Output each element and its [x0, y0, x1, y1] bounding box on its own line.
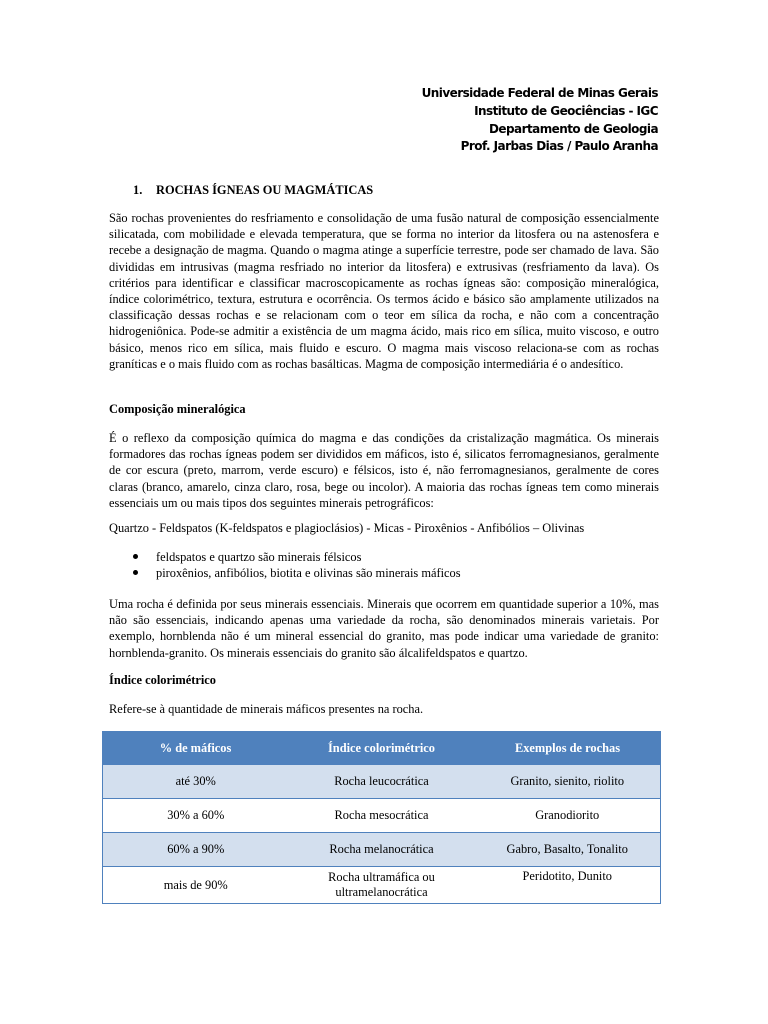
table-cell: Rocha ultramáfica ou ultramelanocrática: [289, 867, 475, 904]
mineral-bullet-list: [133, 549, 461, 581]
institution-header: [258, 85, 658, 156]
table-cell: Rocha leucocrática: [289, 765, 475, 799]
table-row: [103, 799, 661, 833]
minerals-list-line: Quartzo - Feldspatos (K-feldspatos e plagioclásios) - Micas - Piroxênios - Anfibólios – Olivinas: [109, 521, 585, 535]
section-number: 1.: [133, 183, 143, 197]
table-row: [103, 833, 661, 867]
department-name: Departamento de Geologia: [489, 121, 658, 136]
column-header: % de máficos: [103, 732, 289, 765]
institute-name: Instituto de Geociências - IGC: [474, 103, 658, 118]
table-cell: mais de 90%: [103, 867, 289, 904]
essential-minerals-paragraph: Uma rocha é definida por seus minerais essenciais. Minerais que ocorrem em quantidade superior a 10%, mas não são essenciais, indicando apenas uma variedade da rocha, são denominados minerais varietais. Por exemplo, hornblenda não é um mineral essencial do granito, mas pode indicar uma variedade de granito: hornblenda-granito. Os minerais essenciais do granito são álcalifeldspatos e quartzo.: [109, 597, 659, 660]
table-cell: até 30%: [103, 765, 289, 799]
table-cell: Granito, sienito, riolito: [475, 765, 661, 799]
table-cell: Rocha melanocrática: [289, 833, 475, 867]
table-cell: 30% a 60%: [103, 799, 289, 833]
table-cell: 60% a 90%: [103, 833, 289, 867]
column-header: Exemplos de rochas: [475, 732, 661, 765]
table-cell: Gabro, Basalto, Tonalito: [475, 833, 661, 867]
table-cell: Granodiorito: [475, 799, 661, 833]
color-index-table: [102, 731, 661, 904]
color-index-heading: Índice colorimétrico: [109, 673, 217, 687]
section-heading: [133, 182, 373, 198]
intro-paragraph: São rochas provenientes do resfriamento e consolidação de uma fusão natural de composição essencialmente silicatada, com mobilidade e elevada temperatura, que se forma no interior da litosfera ou na astenosfera e recebe a designação de magma. Quando o magma atinge a superfície terrestre, pode ser chamado de lava. São divididas em intrusivas (magma resfriado no interior da litosfera) e extrusivas (resfriamento da lava). Os critérios para identificar e classificar macroscopicamente as rochas ígneas são: composição mineralógica, índice colorimétrico, textura, estrutura e ocorrência. Os termos ácido e básico são amplamente utilizados na classificação dessas rochas e se relacionam com o teor em sílica da rocha, e não com a concentração hidrogeniônica. Pode-se admitir a existência de um magma ácido, mais rico em sílica, muito viscoso, e outro básico, menos rico em sílica, mais fluido e escuro. O magma mais viscoso relaciona-se com as rochas graníticas e o mais fluido com as rochas basálticas. Magma de composição intermediária é o andesítico.: [109, 211, 659, 371]
list-item: piroxênios, anfibólios, biotita e olivinas são minerais máficos: [133, 565, 461, 581]
table-cell: Peridotito, Dunito: [475, 867, 661, 904]
table-row: [103, 765, 661, 799]
table-row: [103, 867, 661, 904]
mineral-composition-paragraph: É o reflexo da composição química do magma e das condições da cristalização magmática. Os minerais formadores das rochas ígneas podem ser divididos em máficos, isto é, silicatos ferromagnesianos, geralmente de cor escura (preto, marrom, verde escuro) e félsicos, isto é, não ferromagnesianos, geralmente de cores claras (branco, amarelo, cinza claro, rosa, bege ou incolor). A maioria das rochas ígneas tem como minerais essenciais um ou mais tipos dos seguintes minerais petrográficos:: [109, 431, 659, 510]
mineral-composition-heading: Composição mineralógica: [109, 402, 246, 416]
bullet-icon: [133, 570, 138, 575]
column-header: Índice colorimétrico: [289, 732, 475, 765]
table-cell: Rocha mesocrática: [289, 799, 475, 833]
section-title: ROCHAS ÍGNEAS OU MAGMÁTICAS: [156, 183, 374, 197]
list-item: feldspatos e quartzo são minerais félsicos: [133, 549, 461, 565]
professors-line: Prof. Jarbas Dias / Paulo Aranha: [460, 139, 658, 154]
university-name: Universidade Federal de Minas Gerais: [421, 86, 658, 100]
table-header-row: [103, 732, 661, 765]
color-index-intro: Refere-se à quantidade de minerais máficos presentes na rocha.: [109, 702, 424, 716]
bullet-icon: [133, 554, 138, 559]
